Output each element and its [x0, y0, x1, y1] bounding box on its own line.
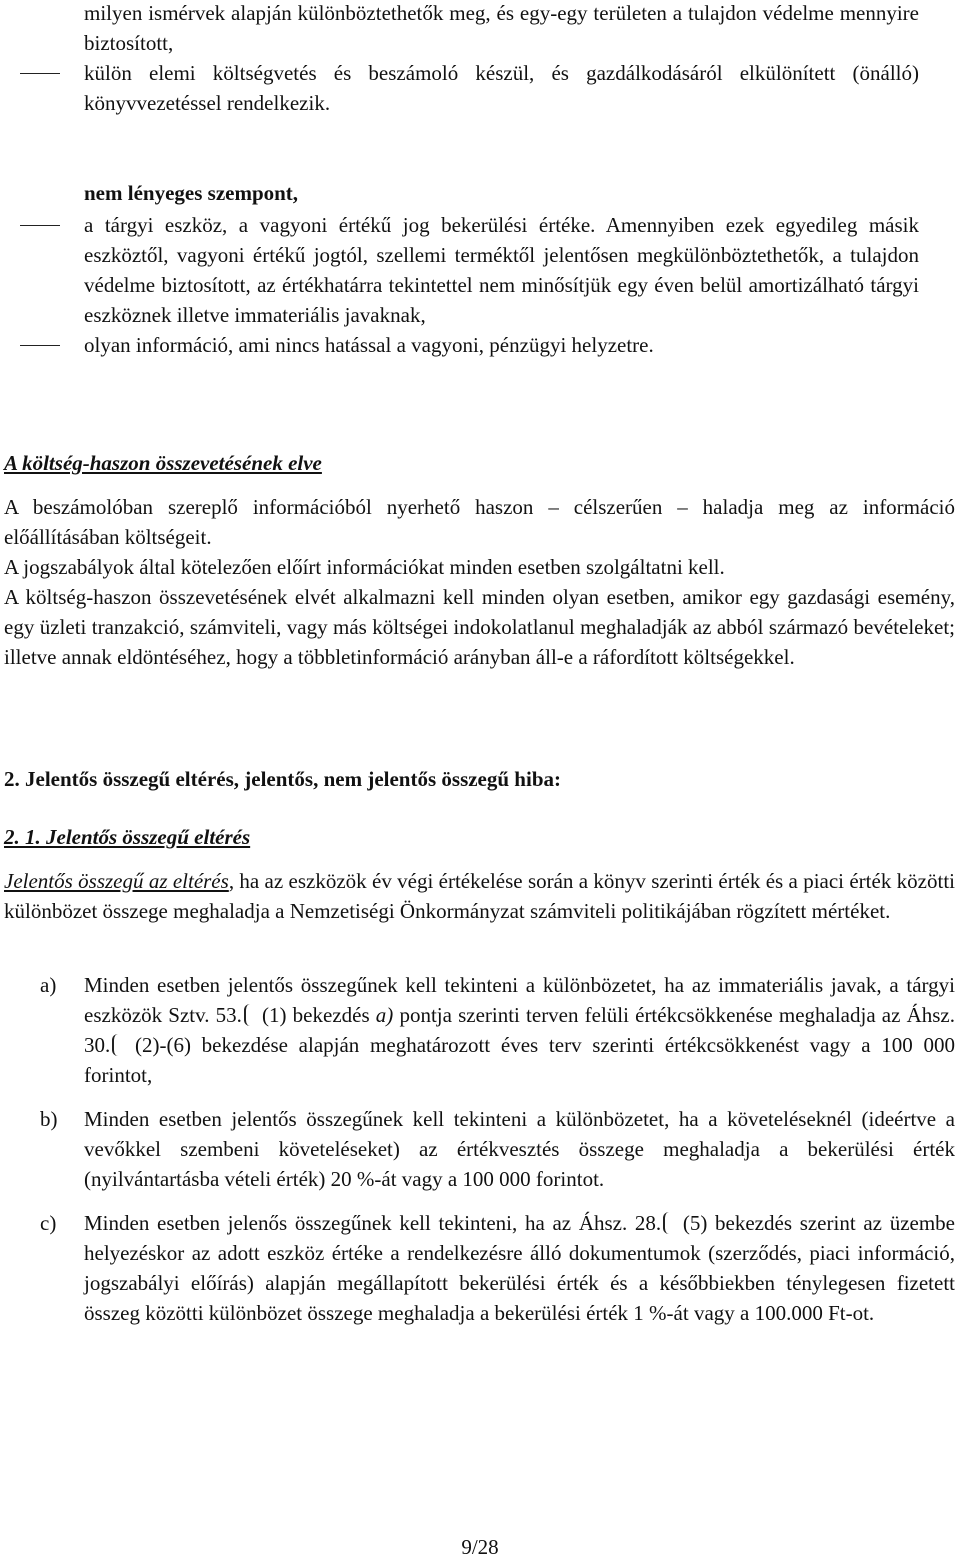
section-sign-icon — [663, 1212, 673, 1234]
list-item-a — [40, 970, 955, 1090]
cost-benefit-heading: A költség-haszon összevetésének elve — [4, 451, 322, 475]
list-item-text: (1) bekezdés — [255, 1003, 376, 1027]
dash-list-item — [84, 58, 919, 118]
list-item-text: Minden esetben jelentős összegűnek kell tekinteni a különbözetet, ha az immateriális javak, a tárgyi eszközök Sztv. 53. — [84, 973, 955, 1027]
dash-list-item — [84, 330, 919, 360]
cost-benefit-paragraph: A beszámolóban szereplő információból nyerhető haszon – célszerűen – haladja meg az információ előállításában költségeit. — [4, 495, 955, 549]
cost-benefit-paragraph: A költség-haszon összevetésének elvét alkalmazni kell minden olyan esetben, amikor egy gazdasági esemény, egy üzleti tranzakció, számviteli, vagy más költségei indokolatlanul meghaladják az abból származó bevételeket; illetve annak eldöntéséhez, hogy a többletinformáció arányban áll-e a ráfordított költségekkel. — [4, 585, 955, 669]
section-sign-icon — [112, 1034, 122, 1056]
dash-item-text: a tárgyi eszköz, a vagyoni értékű jog bekerülési értéke. Amennyiben ezek egyedileg másik eszköztől, vagyoni értékű jogtól, szellemi terméktől jelentősen megkülönböztethetők, a tulajdon védelme biztosított, az értékhatárra tekintettel nem minősítjük egy éven belül amortizálható tárgyi eszköznek illetve immateriális javaknak, — [84, 213, 919, 327]
criteria-list — [40, 970, 955, 1328]
section-sign-icon — [244, 1004, 254, 1026]
top-continuation-block — [84, 0, 919, 118]
list-letter: b) — [40, 1107, 58, 1131]
list-letter: a) — [40, 973, 57, 997]
list-item-text: Minden esetben jelenős összegűnek kell tekinteni, ha az Áhsz. 28. — [84, 1211, 662, 1235]
not-essential-heading: nem lényeges szempont, — [84, 181, 299, 205]
list-item-text: pontja szerinti terven felüli értékcsökkenése meghaladja az Áhsz. 30. — [84, 1003, 955, 1057]
defined-term: Jelentős összegű az eltérés — [4, 869, 229, 893]
list-item-text: (2)-(6) bekezdése alapján meghatározott éves terv szerinti értékcsökkenést vagy a 100 000 forintot, — [84, 1033, 955, 1087]
list-item-b — [40, 1104, 955, 1194]
section-2 — [4, 764, 955, 926]
dash-bullet — [20, 345, 60, 346]
cost-benefit-paragraph: A jogszabályok által kötelezően előírt információkat minden esetben szolgáltatni kell. — [4, 555, 725, 579]
page-number: 9/28 — [461, 1535, 499, 1559]
not-essential-section — [84, 178, 919, 360]
section-2-1-intro — [4, 866, 955, 926]
dash-list-item — [84, 210, 919, 330]
list-item-c — [40, 1208, 955, 1328]
dash-bullet — [20, 225, 60, 226]
list-item-text: a) — [375, 1003, 394, 1027]
cost-benefit-section — [4, 448, 955, 672]
intro-text: , ha az eszközök év végi értékelése során a könyv szerinti érték és a piaci érték közötti különbözet összege meghaladja a Nemzetiségi Önkormányzat számviteli politikájában rögzített mértéket. — [4, 869, 955, 923]
list-letter: c) — [40, 1211, 57, 1235]
dash-bullet — [20, 73, 60, 74]
dash-item-text: olyan információ, ami nincs hatással a vagyoni, pénzügyi helyzetre. — [84, 333, 654, 357]
dash-item-text: külön elemi költségvetés és beszámoló készül, és gazdálkodásáról elkülönített (önálló) könyvvezetéssel rendelkezik. — [84, 61, 919, 115]
continuation-text: milyen ismérvek alapján különböztethetők meg, és egy-egy területen a tulajdon védelme mennyire biztosított, — [84, 1, 919, 55]
section-2-1-heading: 2. 1. Jelentős összegű eltérés — [4, 825, 251, 849]
list-item-text: Minden esetben jelentős összegűnek kell tekinteni a különbözetet, ha a követeléseknél (ideértve a vevőkkel szembeni követeléseket) az értékvesztés összege meghaladja a bekerülési érték (nyilvántartásba vételi érték) 20 %-át vagy a 100 000 forintot. — [84, 1107, 955, 1191]
list-item-text: (5) bekezdés szerint az üzembe helyezéskor az adott eszköz értéke a rendelkezésre álló dokumentumok (szerződés, piaci információ, jogszabályi előírás) alapján megállapított bekerülési érték és a későbbiekben ténylegesen fizetett összeg közötti különbözet összege meghaladja a bekerülési érték 1 %-át vagy a 100.000 Ft-ot. — [84, 1211, 955, 1325]
section-2-heading: 2. Jelentős összegű eltérés, jelentős, nem jelentős összegű hiba: — [4, 767, 561, 791]
